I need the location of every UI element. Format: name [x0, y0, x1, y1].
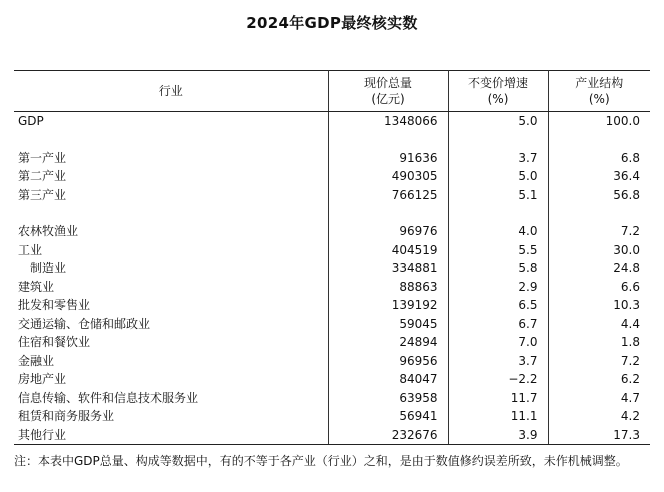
cell-growth: 4.0 [448, 222, 548, 241]
table-row [14, 352, 650, 371]
table-row [14, 296, 650, 315]
footnote: 注：本表中GDP总量、构成等数据中，有的不等于各产业（行业）之和，是由于数值修约误差所致，未作机械调整。 [14, 454, 628, 468]
cell-growth [448, 204, 548, 222]
table-header-row [14, 71, 650, 112]
cell-total: 232676 [328, 426, 448, 445]
cell-structure [548, 204, 650, 222]
cell-structure: 24.8 [613, 261, 640, 275]
cell-industry: 第三产业 [14, 186, 328, 205]
cell-industry: 建筑业 [14, 278, 328, 297]
header-structure [548, 71, 650, 112]
cell-growth: 5.0 [448, 167, 548, 186]
cell-total: 334881 [328, 259, 448, 278]
cell-structure: 6.2 [620, 372, 640, 386]
header-growth [448, 71, 548, 112]
table-row [14, 241, 650, 260]
gdp-table [14, 70, 650, 445]
table-row [14, 333, 650, 352]
table-row [14, 370, 650, 389]
cell-industry: GDP [14, 112, 328, 131]
cell-structure: 100.0 [605, 114, 640, 128]
table-row [14, 259, 650, 278]
table-row [14, 426, 650, 445]
cell-industry: 批发和零售业 [14, 296, 328, 315]
cell-structure: 7.2 [620, 353, 640, 368]
cell-growth: 2.9 [448, 278, 548, 297]
header-total-unit: (亿元) [371, 92, 405, 106]
cell-total: 84047 [328, 370, 448, 389]
cell-structure: 17.3 [548, 426, 650, 445]
header-industry [14, 71, 328, 112]
cell-total: 490305 [328, 167, 448, 186]
cell-growth: 11.7 [448, 389, 548, 408]
cell-structure: 1.8 [620, 335, 640, 349]
cell-industry: 第二产业 [14, 167, 328, 186]
table-row [14, 186, 650, 205]
cell-industry [14, 204, 328, 222]
cell-industry: 信息传输、软件和信息技术服务业 [14, 389, 328, 408]
cell-industry [14, 131, 328, 149]
cell-growth: 5.8 [448, 259, 548, 278]
cell-industry: 房地产业 [14, 370, 328, 389]
cell-industry: 农林牧渔业 [14, 222, 328, 241]
cell-total: 88863 [328, 278, 448, 297]
table-row [14, 112, 650, 131]
header-growth-label: 不变价增速 [467, 76, 528, 90]
cell-structure: 4.7 [620, 390, 640, 405]
cell-total: 1348066 [328, 112, 448, 131]
cell-structure: 36.4 [613, 169, 640, 183]
cell-structure: 6.8 [620, 150, 640, 165]
cell-total: 59045 [328, 315, 448, 334]
cell-growth: 5.0 [448, 112, 548, 131]
cell-structure: 10.3 [613, 298, 640, 312]
cell-industry: 交通运输、仓储和邮政业 [14, 315, 328, 334]
cell-growth: 5.5 [448, 241, 548, 260]
cell-growth: 5.1 [448, 186, 548, 205]
table-row [14, 315, 650, 334]
cell-growth: 3.7 [448, 352, 548, 371]
cell-total: 63958 [328, 389, 448, 408]
cell-structure: 30.0 [613, 242, 640, 257]
cell-industry: 金融业 [14, 352, 328, 371]
cell-total: 404519 [328, 241, 448, 260]
cell-total: 91636 [328, 149, 448, 168]
cell-growth: 3.7 [448, 149, 548, 168]
cell-growth: 6.5 [448, 296, 548, 315]
cell-total [328, 131, 448, 149]
table-body [14, 112, 650, 445]
cell-growth: −2.2 [448, 370, 548, 389]
table-row [14, 167, 650, 186]
header-structure-label: 产业结构 [575, 76, 624, 90]
cell-industry: 租赁和商务服务业 [14, 407, 328, 426]
table-row [14, 407, 650, 426]
header-growth-unit: (%) [487, 92, 509, 106]
cell-industry: 制造业 [14, 259, 328, 278]
cell-growth [448, 131, 548, 149]
header-total [328, 71, 448, 112]
table-spacer-row [14, 131, 650, 149]
cell-structure: 4.4 [620, 316, 640, 331]
table-row [14, 222, 650, 241]
cell-structure: 7.2 [620, 224, 640, 238]
cell-structure: 6.6 [620, 279, 640, 294]
cell-total: 96976 [328, 222, 448, 241]
cell-total: 24894 [328, 333, 448, 352]
header-industry-label: 行业 [158, 84, 183, 98]
cell-total [328, 204, 448, 222]
cell-structure [548, 131, 650, 149]
table-spacer-row [14, 204, 650, 222]
cell-growth: 3.9 [448, 426, 548, 445]
cell-total: 96956 [328, 352, 448, 371]
cell-structure: 56.8 [613, 187, 640, 202]
header-structure-unit: (%) [588, 92, 610, 106]
cell-industry: 其他行业 [14, 426, 328, 445]
table-row [14, 389, 650, 408]
header-total-label: 现价总量 [363, 76, 412, 90]
page-title: 2024年GDP最终核实数 [246, 14, 418, 32]
cell-total: 139192 [328, 296, 448, 315]
cell-industry: 工业 [14, 241, 328, 260]
cell-industry: 第一产业 [14, 149, 328, 168]
cell-growth: 7.0 [448, 333, 548, 352]
cell-total: 56941 [328, 407, 448, 426]
cell-total: 766125 [328, 186, 448, 205]
table-row [14, 278, 650, 297]
table-row [14, 149, 650, 168]
cell-structure: 4.2 [620, 409, 640, 423]
cell-industry: 住宿和餐饮业 [14, 333, 328, 352]
cell-growth: 11.1 [448, 407, 548, 426]
cell-growth: 6.7 [448, 315, 548, 334]
